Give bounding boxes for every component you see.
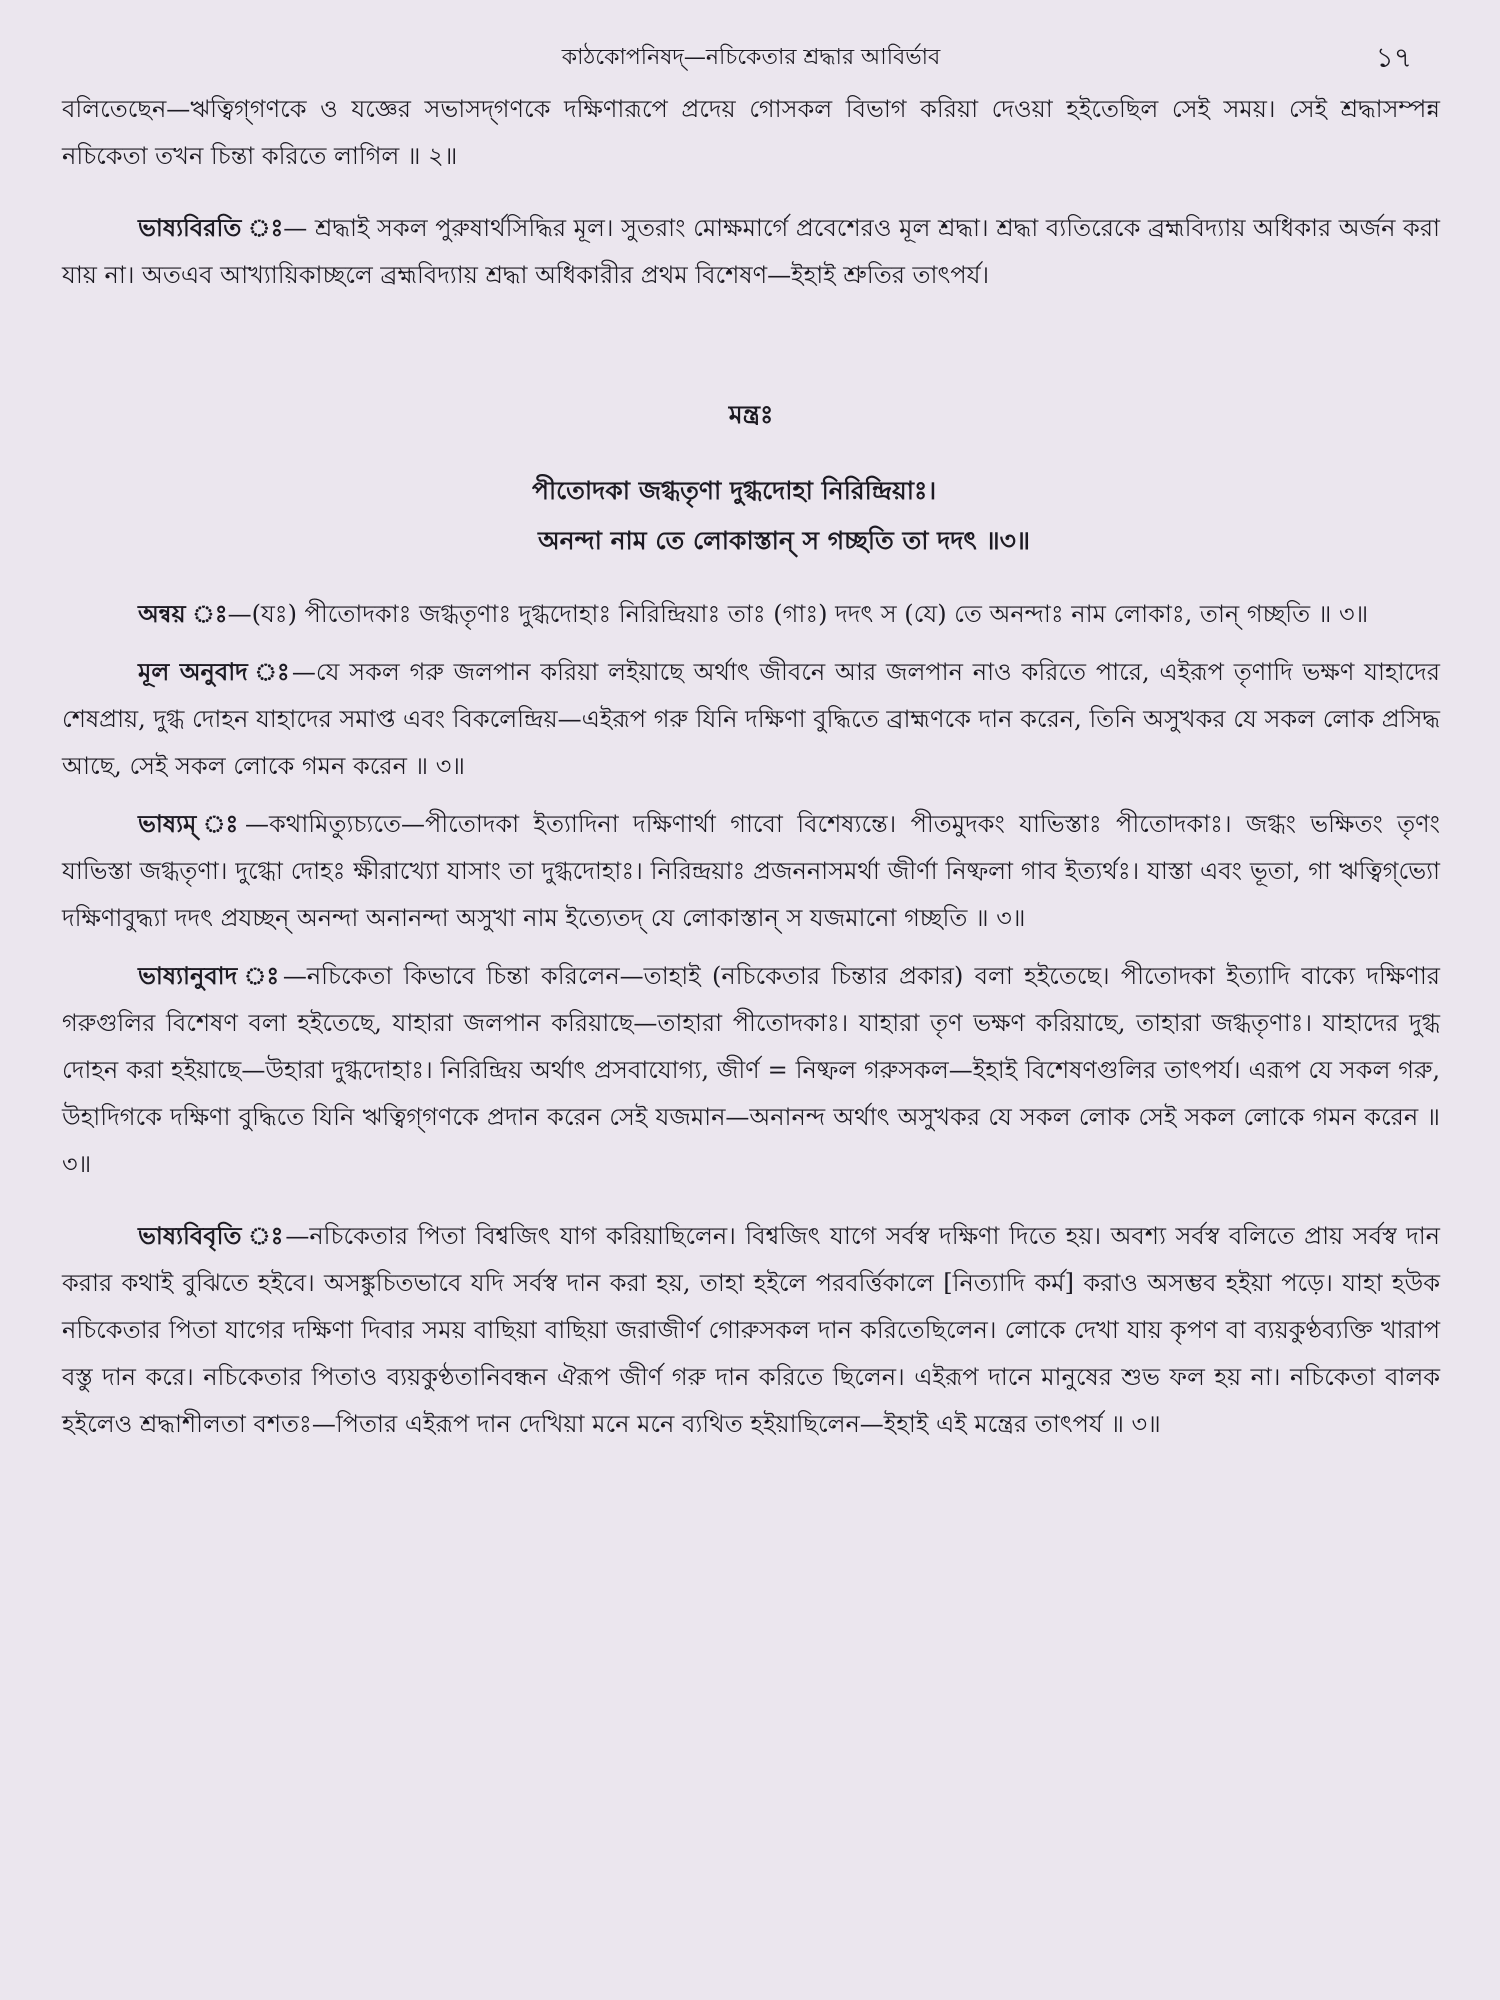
bhashyanubad-label: ভাষ্যানুবাদ ঃ [138, 961, 283, 990]
anvaya-label: অন্বয় ঃ [138, 599, 228, 628]
page-number: ১৭ [1375, 41, 1412, 74]
bhashyabirati-text: — শ্রদ্ধাই সকল পুরুষার্থসিদ্ধির মূল। সুতরাং মোক্ষমার্গে প্রবেশেরও মূল শ্রদ্ধা। শ্রদ্ধা ব্যতিরেকে ব্রহ্মবিদ্যায় অধিকার অর্জন করা যায় না। অতএব আখ্যায়িকাচ্ছলে ব্রহ্মবিদ্যায় শ্রদ্ধা অধিকারীর প্রথম বিশেষণ—ইহাই শ্রুতির তাৎপর্য। [62, 214, 1440, 289]
intro-paragraph: বলিতেছেন—ঋত্বিগ্‌গণকে ও যজ্ঞের সভাসদ্‌গণকে দক্ষিণারূপে প্রদেয় গোসকল বিভাগ করিয়া দেওয়া হইতেছিল সেই সময়। সেই শ্রদ্ধাসম্পন্ন নচিকেতা তখন চিন্তা করিতে লাগিল ॥ ২॥ [62, 95, 1440, 170]
anvaya-paragraph [62, 590, 1440, 638]
mul-anubad-text: —যে সকল গরু জলপান করিয়া লইয়াছে অর্থাৎ জীবনে আর জলপান নাও করিতে পারে, এইরূপ তৃণাদি ভক্ষণ যাহাদের শেষপ্রায়, দুগ্ধ দোহন যাহাদের সমাপ্ত এবং বিকলেন্দ্রিয়—এইরূপ গরু যিনি দক্ষিণা বুদ্ধিতে ব্রাহ্মণকে দান করেন, তিনি অসুখকর যে সকল লোক প্রসিদ্ধ আছে, সেই সকল লোকে গমন করেন ॥ ৩॥ [62, 658, 1440, 780]
mul-anubad-label: মূল অনুবাদ ঃ [138, 657, 292, 686]
bhashyabirati-label: ভাষ্যবিরতি ঃ [138, 213, 284, 242]
bhashyam-paragraph [62, 800, 1440, 942]
bhashyabirati-paragraph [62, 204, 1440, 299]
bhashyanubad-text: —নচিকেতা কিভাবে চিন্তা করিলেন—তাহাই (নচিকেতার চিন্তার প্রকার) বলা হইতেছে। পীতোদকা ইত্যাদি বাক্যে দক্ষিণার গরুগুলির বিশেষণ বলা হইতেছে, যাহারা জলপান করিয়াছে—তাহারা পীতোদকাঃ। যাহারা তৃণ ভক্ষণ করিয়াছে, তাহারা জগ্ধতৃণাঃ। যাহাদের দুগ্ধ দোহন করা হইয়াছে—উহারা দুগ্ধদোহাঃ। নিরিন্দ্রিয় অর্থাৎ প্রসবাযোগ্য, জীর্ণ = নিষ্ফল গরুসকল—ইহাই বিশেষণগুলির তাৎপর্য। এরূপ যে সকল গরু, উহাদিগকে দক্ষিণা বুদ্ধিতে যিনি ঋত্বিগ্‌গণকে প্রদান করেন সেই যজমান—অনানন্দ অর্থাৎ অসুখকর যে সকল লোক সেই সকল লোকে গমন করেন ॥ ৩॥ [62, 962, 1440, 1178]
bhashyabibriti-text: —নচিকেতার পিতা বিশ্বজিৎ যাগ করিয়াছিলেন। বিশ্বজিৎ যাগে সর্বস্ব দক্ষিণা দিতে হয়। অবশ্য সর্বস্ব বলিতে প্রায় সর্বস্ব দান করার কথাই বুঝিতে হইবে। অসঙ্কুচিতভাবে যদি সর্বস্ব দান করা হয়, তাহা হইলে পরবর্ত্তিকালে [নিত্যাদি কর্ম] করাও অসম্ভব হইয়া পড়ে। যাহা হউক নচিকেতার পিতা যাগের দক্ষিণা দিবার সময় বাছিয়া বাছিয়া জরাজীর্ণ গোরুসকল দান করিতেছিলেন। লোকে দেখা যায় কৃপণ বা ব্যয়কুণ্ঠব্যক্তি খারাপ বস্তু দান করে। নচিকেতার পিতাও ব্যয়কুণ্ঠতানিবন্ধন ঐরূপ জীর্ণ গরু দান করিতে ছিলেন। এইরূপ দানে মানুষের শুভ ফল হয় না। নচিকেতা বালক হইলেও শ্রদ্ধাশীলতা বশতঃ—পিতার এইরূপ দান দেখিয়া মনে মনে ব্যথিত হইয়াছিলেন—ইহাই এই মন্ত্রের তাৎপর্য ॥ ৩॥ [62, 1222, 1441, 1438]
bhashyam-label: ভাষ্যম্‌ ঃ [138, 809, 245, 838]
verse-line-2: অনন্দা নাম তে লোকাস্তান্‌ স গচ্ছতি তা দদৎ ॥৩॥ [538, 526, 1031, 555]
bhashyabibriti-label: ভাষ্যবিবৃতি ঃ [138, 1221, 286, 1250]
anvaya-text: —(যঃ) পীতোদকাঃ জগ্ধতৃণাঃ দুগ্ধদোহাঃ নিরিন্দ্রিয়াঃ তাঃ (গাঃ) দদৎ স (যে) তে অনন্দাঃ নাম লোকাঃ, তান্‌ গচ্ছতি ॥ ৩॥ [227, 600, 1369, 628]
verse-line-1: পীতোদকা জগ্ধতৃণা দুগ্ধদোহা নিরিন্দ্রিয়াঃ। [532, 476, 937, 505]
bhashyanubad-paragraph [62, 952, 1440, 1188]
bhashyam-text: —কথামিত্যুচ্যতে—পীতোদকা ইত্যাদিনা দক্ষিণার্থা গাবো বিশেষ্যন্তে। পীতমুদকং যাভিস্তাঃ পীতোদকাঃ। জগ্ধং ভক্ষিতং তৃণং যাভিস্তা জগ্ধতৃণা। দুগ্ধো দোহঃ ক্ষীরাখ্যো যাসাং তা দুগ্ধদোহাঃ। নিরিন্দ্রয়াঃ প্রজননাসমর্থা জীর্ণা নিষ্ফলা গাব ইত্যর্থঃ। যাস্তা এবং ভূতা, গা ঋত্বিগ্‌ভ্যো দক্ষিণাবুদ্ধ্যা দদৎ প্রযচ্ছন্‌ অনন্দা অনানন্দা অসুখা নাম ইত্যেতদ্‌ যে লোকাস্তান্‌ স যজমানো গচ্ছতি ॥ ৩॥ [62, 810, 1440, 932]
running-header [62, 30, 1440, 86]
mantra-verse [62, 466, 1440, 566]
mul-anubad-paragraph [62, 648, 1440, 790]
mantra-heading: মন্ত্রঃ [728, 400, 774, 429]
bhashyabibriti-paragraph [62, 1212, 1440, 1448]
header-title: কাঠকোপনিষদ্‌—নচিকেতার শ্রদ্ধার আবির্ভাব [561, 45, 941, 70]
